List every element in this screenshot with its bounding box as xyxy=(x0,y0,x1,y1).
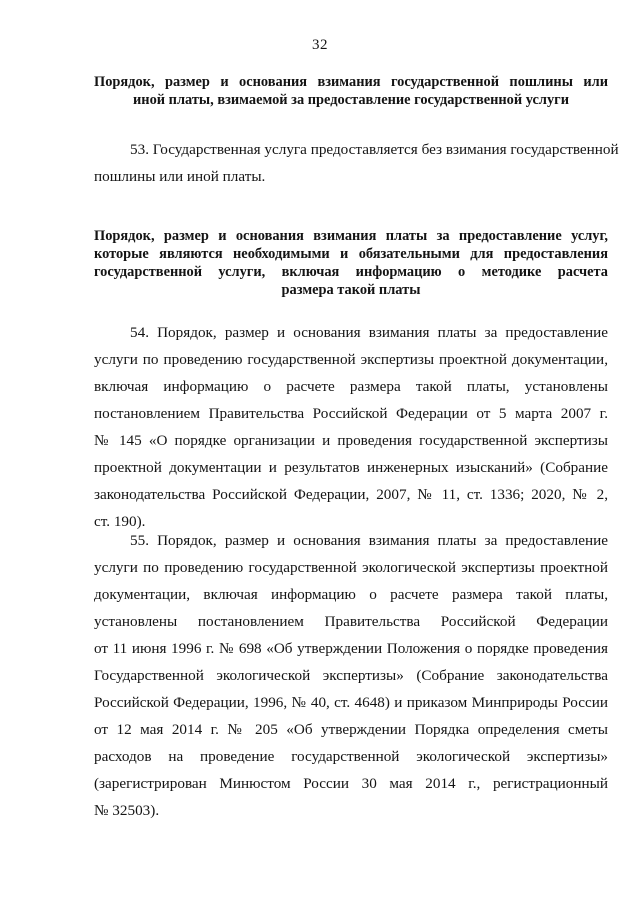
paragraph-line: от 11 июня 1996 г. № 698 «Об утверждении Положения о порядке проведения xyxy=(94,640,608,657)
paragraph-line: услуги по проведению государственной экспертизы проектной документации, xyxy=(94,351,608,368)
paragraph-line: 53. Государственная услуга предоставляется без взимания государственной xyxy=(130,141,619,158)
paragraph-54 xyxy=(94,319,608,535)
paragraph-line: 55. Порядок, размер и основания взимания платы за предоставление xyxy=(130,532,608,549)
section-heading-state-fee xyxy=(94,73,608,109)
paragraph-line: расходов на проведение государственной экологической экспертизы» xyxy=(94,748,608,765)
paragraph-line: документации, включая информацию о расчете размера такой платы, xyxy=(94,586,608,603)
paragraph-line: Государственной экологической экспертизы» (Собрание законодательства xyxy=(94,667,608,684)
paragraph-line: постановлением Правительства Российской Федерации от 5 марта 2007 г. xyxy=(94,405,608,422)
paragraph-line: № 32503). xyxy=(94,802,160,819)
paragraph-line: услуги по проведению государственной экологической экспертизы проектной xyxy=(94,559,608,576)
paragraph-line: законодательства Российской Федерации, 2007, № 11, ст. 1336; 2020, № 2, xyxy=(94,486,608,503)
paragraph-line: пошлины или иной платы. xyxy=(94,168,266,185)
paragraph-line: Российской Федерации, 1996, № 40, ст. 4648) и приказом Минприроды России xyxy=(94,694,608,711)
section-heading-required-services-fee xyxy=(94,227,608,299)
heading-line: которые являются необходимыми и обязательными для предоставления xyxy=(94,246,608,262)
paragraph-line: (зарегистрирован Минюстом России 30 мая 2014 г., регистрационный xyxy=(94,775,608,792)
heading-line: Порядок, размер и основания взимания государственной пошлины или xyxy=(94,74,608,90)
paragraph-55 xyxy=(94,527,608,824)
paragraph-line: проектной документации и результатов инженерных изысканий» (Собрание xyxy=(94,459,608,476)
paragraph-line: установлены постановлением Правительства Российской Федерации xyxy=(94,613,608,630)
paragraph-line: включая информацию о расчете размера такой платы, установлены xyxy=(94,378,608,395)
heading-line: размера такой платы xyxy=(281,282,421,298)
paragraph-line: от 12 мая 2014 г. № 205 «Об утверждении Порядка определения сметы xyxy=(94,721,608,738)
paragraph-53 xyxy=(94,136,619,190)
heading-line: государственной услуги, включая информацию о методике расчета xyxy=(94,264,608,280)
heading-line: Порядок, размер и основания взимания платы за предоставление услуг, xyxy=(94,228,608,244)
paragraph-line: 54. Порядок, размер и основания взимания платы за предоставление xyxy=(130,324,608,341)
heading-line: иной платы, взимаемой за предоставление государственной услуги xyxy=(132,92,570,108)
page-number: 32 xyxy=(312,37,328,53)
paragraph-line: № 145 «О порядке организации и проведения государственной экспертизы xyxy=(94,432,608,449)
paragraph-line: ст. 190). xyxy=(94,513,146,530)
